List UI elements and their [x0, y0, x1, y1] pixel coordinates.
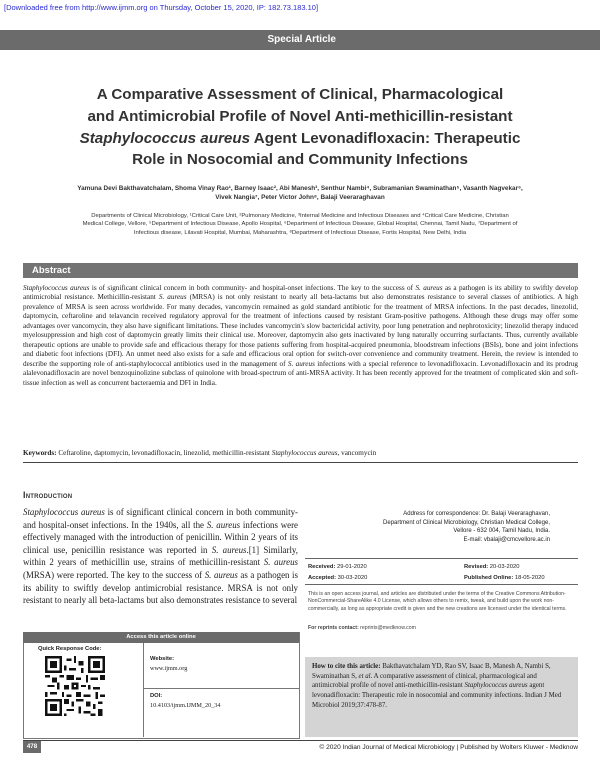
keywords-label: Keywords: [23, 449, 57, 457]
title-line: and Antimicrobial Profile of Novel Anti-methicillin-resistant [87, 107, 513, 125]
published-label: Published Online: [464, 575, 514, 581]
footer-divider [23, 740, 578, 741]
abstract-span: as a pathogen is its ability to swiftly develop antimicrobial resistance. Methicillin-resistant [23, 284, 578, 302]
reprints-label: For reprints contact: [308, 625, 359, 631]
doi-label: DOI: [150, 693, 163, 699]
abstract-italic: S. aureus [415, 284, 443, 292]
divider [305, 558, 578, 559]
abstract-span: infections with a special reference to levonadifloxacin. Levonadifloxacin and its prodrug alalevonadifloxacin are novel benzoquinolizine subclass of quinolone with broad-spectrum of anti-MRSA activity. It has been recently approved for the treatment of complicated skin and soft-tissue infection as well as concurrent bacteraemia and DFI in India. [23, 359, 578, 387]
received-label: Received: [308, 564, 336, 570]
revised-date [464, 564, 519, 570]
keywords-text: Ceftaroline, daptomycin, levonadifloxacin, linezolid, methicillin-resistant [56, 449, 272, 457]
citation-text [312, 662, 574, 711]
correspondence-email[interactable]: E-mail: vbalaji@cmcvellore.ac.in [463, 537, 550, 544]
intro-span: is of significant clinical concern in both community- and hospital-onset infections. In the 1940s, all the [23, 507, 298, 530]
title-line: A Comparative Assessment of Clinical, Pharmacological [96, 86, 504, 103]
intro-span: .[1] Similarly, within 2 years of methicillin use, strains of methicillin-resistant [23, 544, 298, 568]
section-label: Special Article [267, 34, 336, 45]
website-link[interactable]: www.ijmm.org [150, 665, 188, 672]
divider [23, 462, 578, 463]
divider [143, 688, 299, 689]
affiliation-line: Medical College, Vellore, ⁵Department of Infectious Disease, Apollo Hospital, ⁶Department of Infectious Disease, Global Hospital, Chennai, Tamil Nadu, ⁷Department of [82, 221, 518, 228]
title-line-rest: Agent Levonadifloxacin: Therapeutic [250, 129, 521, 147]
reprints-contact [308, 625, 416, 631]
keywords [23, 449, 578, 457]
introduction-text [23, 506, 298, 607]
accepted-value: 30-03-2020 [337, 575, 368, 581]
correspondence-line: Address for correspondence: Dr. Balaji Veeraraghavan, [403, 511, 550, 517]
introduction-heading: Introduction [23, 490, 73, 500]
title-line: Role in Nosocomial and Community Infections [132, 151, 468, 169]
doi-link[interactable]: 10.4103/ijmm.IJMM_20_34 [150, 702, 221, 709]
keywords-end: , vancomycin [337, 449, 377, 457]
license-text: This is an open access journal, and articles are distributed under the terms of the Creative Commons Attribution-NonCommercial-ShareAlike 4.0 License, which allows others to remix, tweak, and build upon the work non-commercially, as long as appropriate credit is given and the new creations are licensed under the identical terms. [308, 591, 567, 612]
intro-italic: S. aureus [206, 519, 241, 530]
intro-italic: S. aureus [204, 569, 238, 580]
abstract-span: is of significant clinical concern in both community- and hospital-onset infections. The key to the success of [89, 284, 416, 292]
correspondence-line: Vellore - 632 004, Tamil Nadu, India. [453, 528, 550, 535]
keywords-italic: Staphylococcus aureus [271, 449, 338, 457]
correspondence-line: Department of Clinical Microbiology, Christian Medical College, [383, 519, 550, 526]
authors-line: Vivek Nangia⁷, Peter Victor John⁸, Balaji Veeraraghavan [215, 193, 385, 201]
article-title [50, 84, 550, 171]
reprints-email[interactable]: reprints@medknow.com [358, 625, 416, 631]
revised-value: 20-03-2020 [489, 564, 520, 570]
affiliation-line: Infectious disease, Lilavati Hospital, Mumbai, Maharashtra, ⁸Department of Infectious Disease, Fortis Hospital, New Delhi, India [133, 229, 467, 236]
title-line [50, 128, 550, 150]
divider [143, 643, 144, 737]
accepted-date [308, 575, 367, 581]
qr-code-icon[interactable] [45, 656, 105, 716]
intro-italic: S. aureus [211, 544, 247, 555]
intro-italic: S. aureus [263, 557, 298, 568]
revised-label: Revised: [464, 564, 489, 570]
download-notice: [Downloaded free from http://www.ijmm.org on Thursday, October 15, 2020, IP: 182.73.183.10] [4, 3, 319, 12]
accepted-label: Accepted: [308, 575, 337, 581]
abstract-italic: Staphylococcus aureus [23, 284, 90, 292]
affiliation-line: Departments of Clinical Microbiology, ¹Critical Care Unit, ²Pulmonary Medicine, ³Internal Medicine and Infectious Diseases and ⁴Critical Care Medicine, Christian [91, 213, 509, 219]
correspondence-address [330, 510, 550, 545]
page-number: 478 [23, 741, 41, 753]
intro-span: as a pathogen is its ability to swiftly develop antimicrobial resistance. MRSA is not only resistant to nearly all beta-lactams but also demonstrates resistance to several [23, 569, 298, 606]
citation-span: Bakthavatchalam YD, Rao SV, Isaac B, Manesh A, Nambi S, Swaminathan S, [312, 663, 551, 680]
intro-italic: Staphylococcus aureus [23, 507, 105, 517]
footer-text: © 2020 Indian Journal of Medical Microbiology | Published by Wolters Kluwer - Medknow [319, 744, 578, 751]
citation-span: agent levonadifloxacin: Therapeutic role in nosocomial and community infections. Indian J Med Microbiol 2019;37:478-87. [312, 682, 562, 709]
citation-italic: et al. [358, 672, 373, 680]
affiliations [40, 212, 560, 237]
authors-line: Yamuna Devi Bakthavatchalam, Shoma Vinay Rao¹, Barney Isaac², Abi Manesh³, Senthur Nambi⁴, Subramanian Swaminathan⁵, Vasanth Nagvekar⁶, [77, 185, 523, 192]
abstract-bar [23, 263, 578, 278]
author-list [40, 185, 560, 203]
website-label: Website: [150, 656, 175, 662]
published-date [464, 575, 545, 581]
intro-span: infections were effectively managed with the introduction of penicillin. Within 2 years of its clinical use, penicillin resistance was reported in [23, 519, 298, 555]
citation-span: A comparative assessment of clinical, pharmacological and antimicrobial profile of novel anti-methicillin-resistant [312, 672, 537, 690]
qr-label: Quick Response Code: [38, 646, 102, 652]
title-organism: Staphylococcus aureus [79, 129, 251, 147]
intro-span: (MRSA) were reported. The key to the success of [23, 569, 205, 580]
abstract-span: (MRSA) is not only resistant to nearly all beta-lactams but also demonstrates resistance to several classes of antibiotics. A high prevalence of MRSA is seen across worldwide. For many decades, vancomycin remained as gold standard antibiotic for the treatment of MRSA infections. In the past decades, linezolid, daptomycin, ceftaroline and telavancin received regulatory approval for the treatment of infections caused by resistant Gram-positive pathogens. Although these drugs may offer some advantages over vancomycin, they also have significant limitations. These includes vancomycin's slow bactericidal activity, poor lung penetration and nephrotoxicity; linezolid therapy induced myelosuppression and high cost of daptomycin greatly limits their clinical use. Moreover, daptomycin also gets inactivated by lung naturally occurring surfactants. Thus, currently available therapeutic options are unable to provide safe and efficacious therapy for those patients suffering from hospital-acquired pneumonia, bloodstream infections (BSIs), bone and joint infections and diabetic foot infections (DFI). An unmet need also exists for a safe and efficacious oral option for switch-over convenience and community treatment. Herein, the review is intended to describe the supporting role of anti-staphylococcal antibiotics used in the management of [23, 293, 578, 368]
abstract-text [23, 284, 578, 388]
access-box-heading: Access this article online [23, 632, 299, 643]
published-value: 18-05-2020 [514, 575, 545, 581]
citation-label: How to cite this article: [312, 663, 381, 670]
abstract-italic: S. aureus [158, 293, 187, 302]
abstract-italic: S. aureus [287, 359, 315, 368]
divider [305, 584, 578, 585]
received-value: 29-01-2020 [337, 564, 367, 570]
abstract-heading: Abstract [32, 265, 71, 276]
citation-italic: Staphylococcus aureus [464, 682, 528, 690]
received-date [308, 564, 367, 570]
